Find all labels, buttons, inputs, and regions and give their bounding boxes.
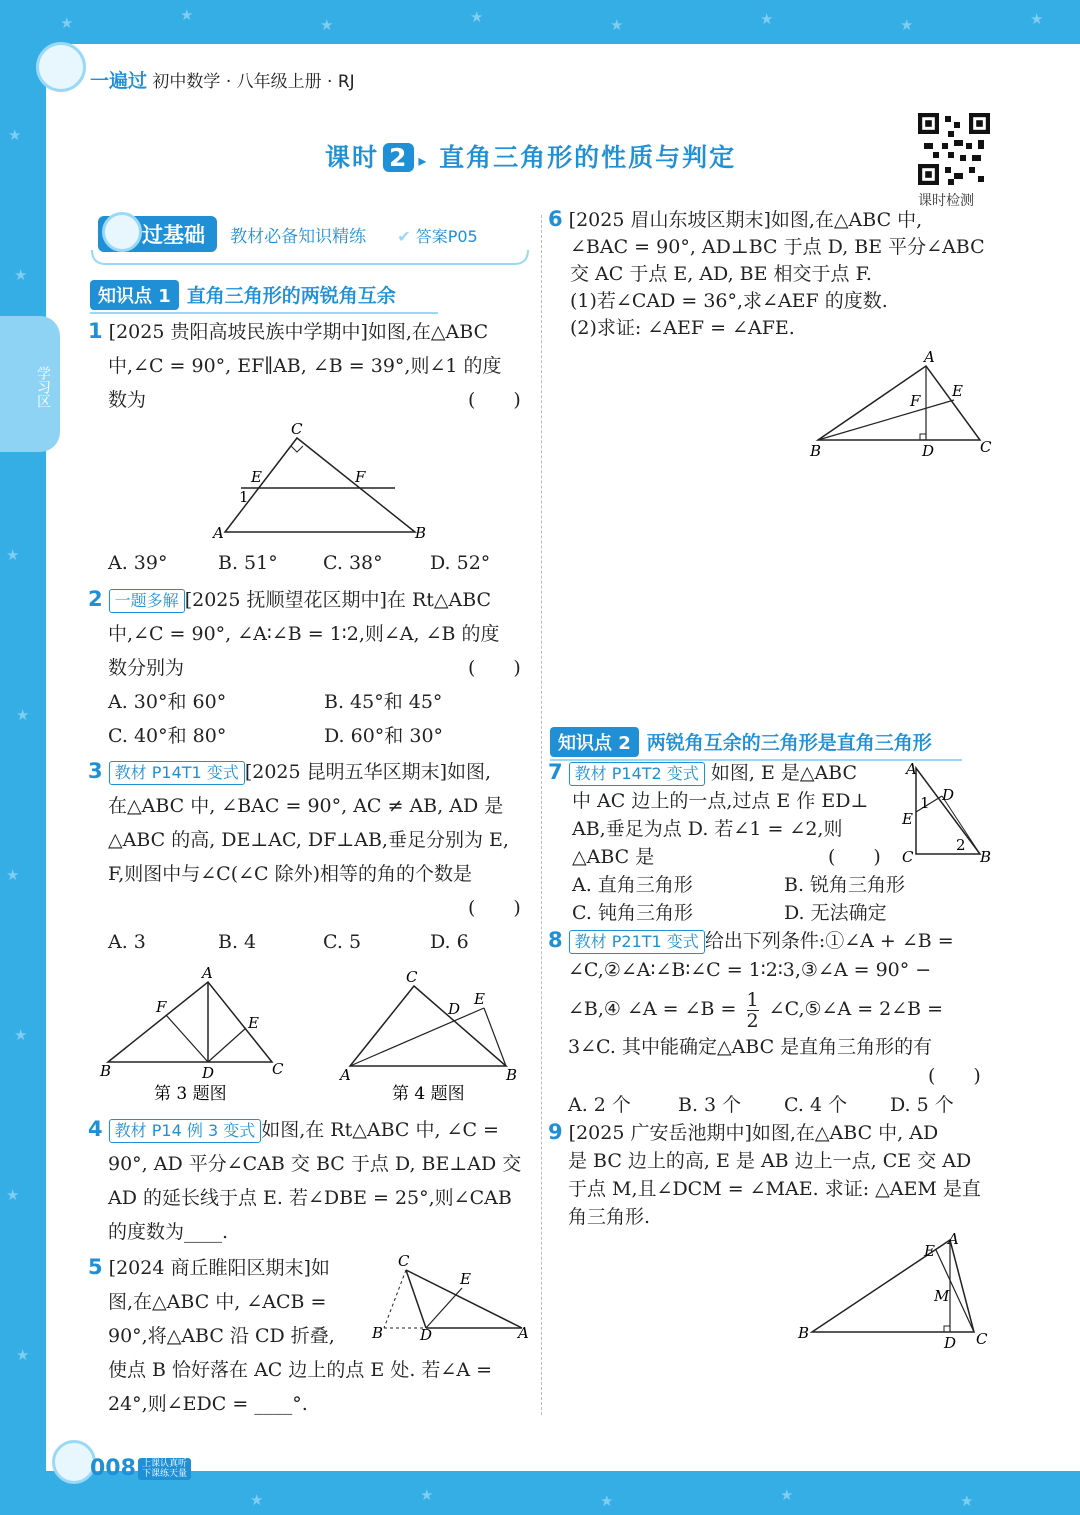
lesson-title bbox=[325, 138, 736, 174]
q7-option-b[interactable]: B. 锐角三角形 bbox=[784, 874, 906, 896]
svg-text:★: ★ bbox=[6, 1186, 20, 1204]
svg-text:★: ★ bbox=[470, 8, 484, 26]
q3-df bbox=[166, 1015, 208, 1062]
q7-number: 7 bbox=[548, 760, 563, 784]
answer-label: 答案P05 bbox=[415, 227, 478, 246]
q3-label-f: F bbox=[156, 998, 167, 1016]
q3-answer-blank[interactable]: ( ) bbox=[468, 897, 521, 919]
svg-text:★: ★ bbox=[420, 1486, 434, 1504]
q5-label-e: E bbox=[460, 1270, 471, 1288]
lesson-number: 2 bbox=[383, 143, 414, 172]
q7-label-d: D bbox=[942, 786, 955, 804]
q9-label-a: A bbox=[948, 1230, 959, 1248]
q7-option-a[interactable]: A. 直角三角形 bbox=[572, 874, 693, 896]
q2-number: 2 bbox=[88, 587, 103, 611]
q3-option-b[interactable]: B. 4 bbox=[218, 931, 257, 953]
q6-label-d: D bbox=[922, 442, 935, 460]
q8-option-c[interactable]: C. 4 个 bbox=[784, 1094, 848, 1116]
question-2 bbox=[88, 582, 521, 753]
svg-text:★: ★ bbox=[14, 266, 28, 284]
svg-text:★: ★ bbox=[780, 1486, 794, 1504]
q7-label-a: A bbox=[906, 760, 917, 778]
question-1 bbox=[88, 314, 521, 417]
q6-label-c: C bbox=[980, 438, 992, 456]
section-underline bbox=[90, 246, 530, 270]
q9-number: 9 bbox=[548, 1120, 563, 1144]
q4-number: 4 bbox=[88, 1117, 103, 1141]
q8-fraction bbox=[747, 990, 759, 1031]
q8-line4: 3∠C. 其中能确定△ABC 是直角三角形的有 bbox=[568, 1036, 933, 1058]
q8-fraction-denominator: 2 bbox=[746, 1009, 759, 1032]
q1-number: 1 bbox=[88, 319, 103, 343]
svg-text:★: ★ bbox=[960, 1492, 974, 1510]
svg-text:★: ★ bbox=[8, 126, 22, 144]
q5-label-a: A bbox=[518, 1324, 529, 1342]
q7-line1: 如图, E 是△ABC bbox=[710, 762, 858, 784]
q7-option-d[interactable]: D. 无法确定 bbox=[784, 902, 887, 924]
q4-line3: AD 的延长线于点 E. 若∠DBE = 25°,则∠CAB bbox=[108, 1187, 512, 1209]
q9-line1: [2025 广安岳池期中]如图,在△ABC 中, AD bbox=[568, 1122, 939, 1144]
q7-label-c: C bbox=[902, 848, 914, 866]
q7-label-b: B bbox=[980, 848, 992, 866]
q4-ad-extended bbox=[350, 1008, 484, 1066]
q1-label-a: A bbox=[213, 524, 224, 542]
q9-label-d: D bbox=[944, 1334, 957, 1352]
q7-option-c[interactable]: C. 钝角三角形 bbox=[572, 902, 693, 924]
q3-label-c: C bbox=[272, 1060, 284, 1078]
q8-line3a: ∠B,④ ∠A = ∠B = bbox=[568, 998, 737, 1020]
q1-label-f: F bbox=[355, 468, 366, 486]
q9-label-e: E bbox=[924, 1242, 935, 1260]
q3-line1: [2025 昆明五华区期末]如图, bbox=[244, 761, 492, 783]
q8-answer-blank[interactable]: ( ) bbox=[928, 1065, 981, 1087]
q1-figure bbox=[205, 420, 435, 545]
section-subtitle: 教材必备知识精练 bbox=[230, 227, 367, 247]
book-subject: 初中数学 · 八年级上册 · RJ bbox=[152, 72, 355, 92]
q9-label-b: B bbox=[798, 1324, 810, 1342]
q5-figure bbox=[370, 1254, 535, 1344]
q6-triangle bbox=[818, 366, 980, 440]
q5-label-d: D bbox=[420, 1326, 433, 1344]
q3-label-a: A bbox=[202, 966, 213, 982]
q5-line1: [2024 商丘睢阳区期末]如 bbox=[108, 1257, 330, 1279]
q6-line5: (2)求证: ∠AEF = ∠AFE. bbox=[570, 317, 795, 339]
kp1-label: 知识点 1 bbox=[90, 280, 179, 310]
q7-label-2: 2 bbox=[956, 836, 966, 854]
page-number: 008 bbox=[90, 1456, 136, 1481]
svg-text:★: ★ bbox=[6, 546, 20, 564]
q2-option-d[interactable]: D. 60°和 30° bbox=[324, 725, 444, 747]
q3-label-d: D bbox=[202, 1064, 215, 1082]
svg-text:★: ★ bbox=[16, 706, 30, 724]
q8-option-d[interactable]: D. 5 个 bbox=[890, 1094, 954, 1116]
footer-slogan-line1: 上课认真听 bbox=[142, 1459, 188, 1469]
section-badge: 过基础 bbox=[98, 216, 217, 252]
q3-de bbox=[208, 1028, 246, 1062]
q6-figure bbox=[806, 346, 996, 461]
book-header bbox=[90, 66, 355, 93]
q5-line2: 图,在△ABC 中, ∠ACB = bbox=[108, 1291, 327, 1313]
question-7 bbox=[548, 758, 906, 927]
q1-option-c[interactable]: C. 38° bbox=[323, 552, 383, 574]
q1-option-d[interactable]: D. 52° bbox=[430, 552, 491, 574]
q7-line3: AB,垂足为点 D. 若∠1 = ∠2,则 bbox=[572, 818, 843, 840]
qr-code-icon[interactable] bbox=[918, 113, 990, 185]
q6-number: 6 bbox=[548, 207, 563, 231]
lesson-prefix: 课时 bbox=[325, 143, 380, 172]
svg-text:★: ★ bbox=[610, 16, 624, 34]
chevron-right-icon: ▸ bbox=[418, 151, 429, 170]
q3-option-c[interactable]: C. 5 bbox=[323, 931, 362, 953]
q4-tag: 教材 P14 例 3 变式 bbox=[109, 1119, 262, 1143]
q6-label-e: E bbox=[952, 382, 963, 400]
kp1-title: 直角三角形的两锐角互余 bbox=[186, 285, 396, 307]
knowledge-point-2 bbox=[550, 727, 962, 757]
q4-figure bbox=[336, 966, 536, 1106]
q7-label-e: E bbox=[902, 810, 913, 828]
q8-number: 8 bbox=[548, 928, 563, 952]
q9-figure bbox=[790, 1230, 990, 1355]
q7-tag: 教材 P14T2 变式 bbox=[569, 762, 705, 786]
qr-label: 课时检测 bbox=[918, 193, 974, 209]
q6-label-a: A bbox=[924, 348, 935, 366]
svg-text:★: ★ bbox=[180, 6, 194, 24]
q3-option-d[interactable]: D. 6 bbox=[430, 931, 469, 953]
q4-line2: 90°, AD 平分∠CAB 交 BC 于点 D, BE⊥AD 交 bbox=[108, 1153, 522, 1175]
q4-label-d: D bbox=[448, 1000, 461, 1018]
q3-label-b: B bbox=[100, 1062, 112, 1080]
svg-text:★: ★ bbox=[760, 10, 774, 28]
q1-option-b[interactable]: B. 51° bbox=[218, 552, 278, 574]
q3-line4: F,则图中与∠C(∠C 除外)相等的角的个数是 bbox=[108, 863, 473, 885]
q3-caption: 第 3 题图 bbox=[154, 1084, 227, 1104]
q4-label-e: E bbox=[474, 990, 485, 1008]
q8-option-b[interactable]: B. 3 个 bbox=[678, 1094, 742, 1116]
answer-reference[interactable] bbox=[397, 227, 478, 246]
q8-line3b: ∠C,⑤∠A = 2∠B = bbox=[768, 998, 944, 1020]
q1-option-a[interactable]: A. 39° bbox=[108, 552, 168, 574]
question-6 bbox=[548, 206, 985, 342]
q1-right-angle-mark bbox=[291, 446, 303, 452]
q1-line2: 中,∠C = 90°, EF∥AB, ∠B = 39°,则∠1 的度 bbox=[108, 355, 502, 377]
q7-line2: 中 AC 边上的一点,过点 E 作 ED⊥ bbox=[572, 790, 869, 812]
q6-line1: [2025 眉山东坡区期末]如图,在△ABC 中, bbox=[568, 209, 923, 231]
q3-option-a[interactable]: A. 3 bbox=[108, 931, 146, 953]
q1-label-b: B bbox=[415, 524, 427, 542]
q1-answer-blank[interactable]: ( ) bbox=[468, 389, 521, 411]
q2-line3: 数分别为 bbox=[108, 657, 185, 679]
q1-line3: 数为 bbox=[108, 389, 147, 411]
q3-figure bbox=[96, 966, 296, 1106]
q7-label-1: 1 bbox=[920, 794, 930, 812]
q4-line1: 如图,在 Rt△ABC 中, ∠C = bbox=[261, 1119, 499, 1141]
q9-line3: 于点 M,且∠DCM = ∠MAE. 求证: △AEM 是直 bbox=[568, 1178, 981, 1200]
svg-text:★: ★ bbox=[250, 1491, 264, 1509]
q2-line1: [2025 抚顺望花区期中]在 Rt△ABC bbox=[184, 589, 492, 611]
q8-line2: ∠C,②∠A∶∠B∶∠C = 1∶2∶3,③∠A = 90° − bbox=[568, 959, 932, 981]
footer-slogan-line2: 下课练天量 bbox=[142, 1469, 188, 1479]
q5-line4: 使点 B 恰好落在 AC 边上的点 E 处. 若∠A = bbox=[108, 1359, 493, 1381]
question-8 bbox=[548, 926, 981, 1116]
q5-number: 5 bbox=[88, 1255, 103, 1279]
q4-label-b: B bbox=[506, 1066, 518, 1084]
q1-label-1: 1 bbox=[239, 488, 249, 506]
question-9 bbox=[548, 1118, 981, 1231]
q8-tag: 教材 P21T1 变式 bbox=[569, 930, 705, 954]
q2-option-b[interactable]: B. 45°和 45° bbox=[324, 691, 443, 713]
sidebar-tab-label: 学习区 bbox=[35, 366, 51, 408]
knowledge-point-1 bbox=[90, 280, 438, 310]
q8-line1: 给出下列条件:①∠A + ∠B = bbox=[704, 930, 954, 952]
q4-caption: 第 4 题图 bbox=[392, 1084, 465, 1104]
q7-figure bbox=[900, 758, 995, 868]
column-divider bbox=[541, 215, 542, 1415]
q2-option-a[interactable]: A. 30°和 60° bbox=[108, 691, 227, 713]
q2-option-c[interactable]: C. 40°和 80° bbox=[108, 725, 227, 747]
svg-text:★: ★ bbox=[60, 14, 74, 32]
q9-line4: 角三角形. bbox=[568, 1206, 651, 1228]
q6-line2: ∠BAC = 90°, AD⊥BC 于点 D, BE 平分∠ABC bbox=[570, 236, 985, 258]
question-4 bbox=[88, 1112, 521, 1249]
q2-tag: 一题多解 bbox=[109, 589, 185, 613]
kp2-label: 知识点 2 bbox=[550, 727, 639, 757]
svg-text:★: ★ bbox=[900, 16, 914, 34]
q3-line2: 在△ABC 中, ∠BAC = 90°, AC ≠ AB, AD 是 bbox=[108, 795, 504, 817]
brand-name: 一遍过 bbox=[90, 70, 148, 92]
q5-label-c: C bbox=[398, 1254, 410, 1270]
svg-text:★: ★ bbox=[6, 866, 20, 884]
q3-number: 3 bbox=[88, 759, 103, 783]
q3-tag: 教材 P14T1 变式 bbox=[109, 761, 245, 785]
q2-answer-blank[interactable]: ( ) bbox=[468, 657, 521, 679]
q2-line2: 中,∠C = 90°, ∠A∶∠B = 1∶2,则∠A, ∠B 的度 bbox=[108, 623, 500, 645]
q5-line3: 90°,将△ABC 沿 CD 折叠, bbox=[108, 1325, 335, 1347]
q3-label-e: E bbox=[248, 1014, 259, 1032]
svg-text:★: ★ bbox=[600, 1492, 614, 1510]
q5-label-b: B bbox=[372, 1324, 384, 1342]
check-icon: ✔ bbox=[397, 227, 416, 246]
svg-text:★: ★ bbox=[16, 1346, 30, 1364]
mascot-logo-icon bbox=[36, 42, 86, 92]
q9-label-c: C bbox=[976, 1330, 988, 1348]
lesson-name: 直角三角形的性质与判定 bbox=[439, 143, 737, 172]
q1-label-c: C bbox=[291, 420, 303, 438]
q4-line4[interactable]: 的度数为____. bbox=[108, 1221, 229, 1243]
q9-right-angle-mark bbox=[944, 1326, 950, 1332]
footer-slogan bbox=[138, 1458, 191, 1480]
q7-answer-blank[interactable]: ( ) bbox=[828, 846, 881, 868]
q8-fraction-numerator: 1 bbox=[746, 988, 759, 1011]
q5-line5[interactable]: 24°,则∠EDC = ____°. bbox=[108, 1393, 308, 1415]
q6-label-f: F bbox=[910, 392, 921, 410]
q5-de bbox=[426, 1288, 462, 1328]
q6-label-b: B bbox=[810, 442, 822, 460]
q9-line2: 是 BC 边上的高, E 是 AB 边上一点, CE 交 AD bbox=[568, 1150, 972, 1172]
q5-cb-dashed bbox=[384, 1270, 406, 1328]
q9-label-m: M bbox=[934, 1287, 950, 1305]
q6-right-angle-mark bbox=[920, 434, 926, 440]
q4-label-a: A bbox=[340, 1066, 351, 1084]
q4-label-c: C bbox=[406, 968, 418, 986]
q7-line4: △ABC 是 bbox=[572, 846, 655, 868]
q3-line3: △ABC 的高, DE⊥AC, DF⊥AB,垂足分别为 E, bbox=[108, 829, 509, 851]
svg-text:★: ★ bbox=[1030, 10, 1044, 28]
q1-line1: [2025 贵阳高坡民族中学期中]如图,在△ABC bbox=[108, 321, 489, 343]
question-3 bbox=[88, 754, 521, 953]
svg-text:★: ★ bbox=[320, 16, 334, 34]
q6-line4: (1)若∠CAD = 36°,求∠AEF 的度数. bbox=[570, 290, 888, 312]
svg-text:★: ★ bbox=[14, 1026, 28, 1044]
q1-label-e: E bbox=[251, 468, 262, 486]
q6-be bbox=[818, 400, 954, 440]
kp2-title: 两锐角互余的三角形是直角三角形 bbox=[646, 732, 932, 754]
q6-line3: 交 AC 于点 E, AD, BE 相交于点 F. bbox=[570, 263, 872, 285]
q8-option-a[interactable]: A. 2 个 bbox=[568, 1094, 631, 1116]
